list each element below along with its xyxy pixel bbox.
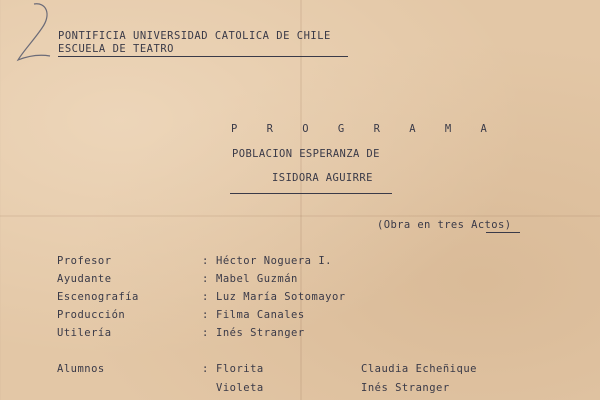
acts-note: (Obra en tres Actos) (377, 219, 512, 231)
handwritten-number-mark (12, 2, 52, 62)
students-label: Alumnos (57, 363, 105, 375)
student-name: Violeta (216, 382, 264, 394)
fold-crease-vertical (300, 0, 302, 400)
school-name: ESCUELA DE TEATRO (58, 43, 174, 55)
credit-role: Escenografía (57, 291, 139, 303)
credit-colon: : (202, 273, 209, 285)
credit-role: Utilería (57, 327, 112, 339)
credit-role: Profesor (57, 255, 112, 267)
credit-role: Producción (57, 309, 126, 321)
credit-name: Inés Stranger (216, 327, 305, 339)
students-colon: : (202, 363, 209, 375)
title-rule (230, 193, 392, 194)
student-name: Florita (216, 363, 264, 375)
fold-crease-horizontal (0, 215, 600, 217)
student-name: Inés Stranger (361, 382, 450, 394)
credit-colon: : (202, 327, 209, 339)
acts-underline (486, 232, 520, 233)
play-author: ISIDORA AGUIRRE (272, 172, 373, 184)
institution-name: PONTIFICIA UNIVERSIDAD CATOLICA DE CHILE (58, 30, 331, 42)
program-heading: P R O G R A M A (231, 123, 499, 135)
credit-colon: : (202, 309, 209, 321)
credit-role: Ayudante (57, 273, 112, 285)
credit-name: Mabel Guzmán (216, 273, 298, 285)
credit-name: Filma Canales (216, 309, 305, 321)
student-name: Claudia Echeñique (361, 363, 477, 375)
credit-name: Héctor Noguera I. (216, 255, 332, 267)
credit-name: Luz María Sotomayor (216, 291, 346, 303)
credit-colon: : (202, 291, 209, 303)
header-rule (58, 56, 348, 57)
play-title: POBLACION ESPERANZA DE (232, 148, 380, 160)
credit-colon: : (202, 255, 209, 267)
